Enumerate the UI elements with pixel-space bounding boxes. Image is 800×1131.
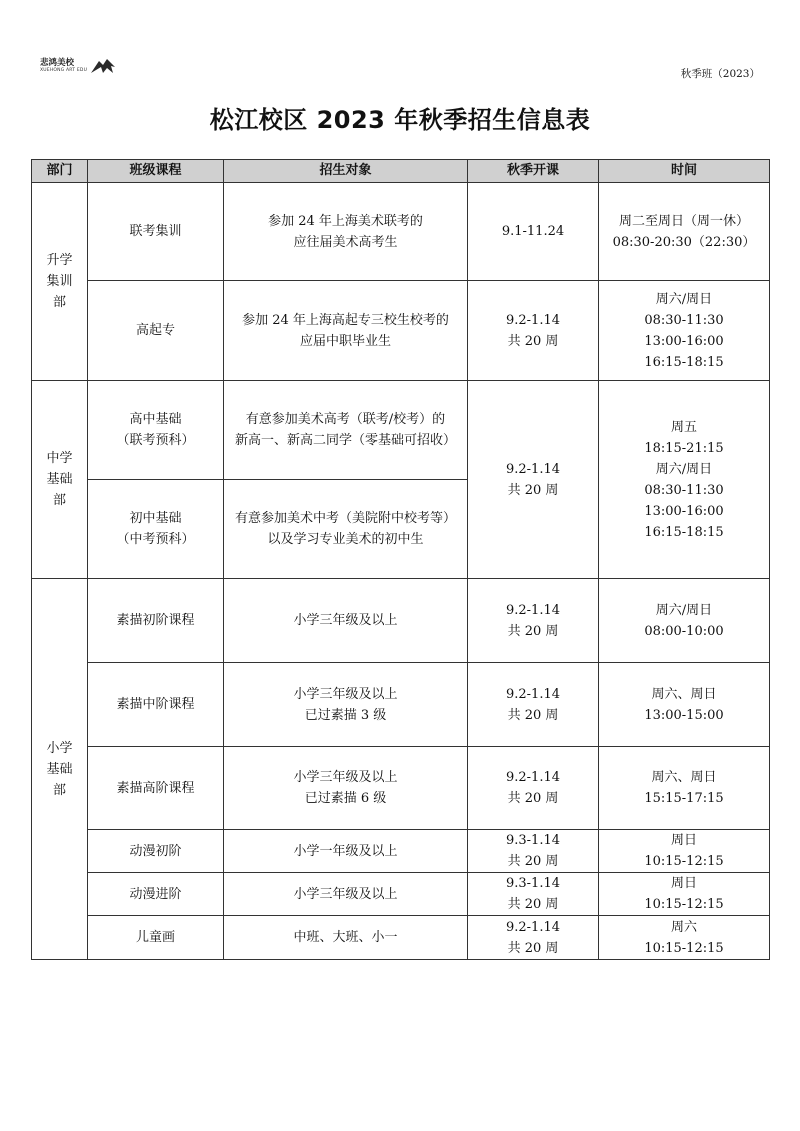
table-row bbox=[32, 579, 770, 663]
target-cell: 有意参加美术高考（联考/校考）的 新高一、新高二同学（零基础可招收） bbox=[224, 381, 468, 480]
table-row bbox=[32, 381, 770, 480]
course-cell: 高起专 bbox=[88, 281, 224, 381]
department-cell: 中学 基础 部 bbox=[32, 381, 88, 579]
term-label: 秋季班（2023） bbox=[680, 68, 760, 80]
course-cell: 动漫初阶 bbox=[88, 830, 224, 873]
table-header-row bbox=[32, 160, 770, 183]
start-cell: 9.2-1.14 共 20 周 bbox=[468, 579, 599, 663]
course-cell: 素描初阶课程 bbox=[88, 579, 224, 663]
start-cell: 9.3-1.14 共 20 周 bbox=[468, 873, 599, 916]
course-cell: 联考集训 bbox=[88, 183, 224, 281]
target-cell: 小学一年级及以上 bbox=[224, 830, 468, 873]
target-cell: 参加 24 年上海美术联考的 应往届美术高考生 bbox=[224, 183, 468, 281]
logo-chinese-name: 悲鸿美校 bbox=[40, 58, 75, 68]
time-cell: 周六/周日 08:00-10:00 bbox=[599, 579, 770, 663]
school-logo bbox=[40, 58, 116, 74]
target-cell: 有意参加美术中考（美院附中校考等） 以及学习专业美术的初中生 bbox=[224, 480, 468, 579]
time-cell: 周六、周日 15:15-17:15 bbox=[599, 747, 770, 830]
table-row bbox=[32, 281, 770, 381]
table-row bbox=[32, 747, 770, 830]
time-cell: 周五 18:15-21:15 周六/周日 08:30-11:30 13:00-16:00 16:15-18:15 bbox=[599, 381, 770, 579]
department-cell: 升学 集训 部 bbox=[32, 183, 88, 381]
start-cell: 9.2-1.14 共 20 周 bbox=[468, 747, 599, 830]
time-cell: 周六/周日 08:30-11:30 13:00-16:00 16:15-18:15 bbox=[599, 281, 770, 381]
start-cell: 9.2-1.14 共 20 周 bbox=[468, 663, 599, 747]
start-cell: 9.2-1.14 共 20 周 bbox=[468, 916, 599, 960]
target-cell: 小学三年级及以上 已过素描 6 级 bbox=[224, 747, 468, 830]
course-cell: 初中基础 （中考预科） bbox=[88, 480, 224, 579]
time-cell: 周六、周日 13:00-15:00 bbox=[599, 663, 770, 747]
header-target: 招生对象 bbox=[224, 160, 468, 183]
course-cell: 高中基础 （联考预科） bbox=[88, 381, 224, 480]
start-cell: 9.1-11.24 bbox=[468, 183, 599, 281]
table-row bbox=[32, 916, 770, 960]
course-cell: 儿童画 bbox=[88, 916, 224, 960]
time-cell: 周日 10:15-12:15 bbox=[599, 830, 770, 873]
target-cell: 小学三年级及以上 已过素描 3 级 bbox=[224, 663, 468, 747]
course-cell: 动漫进阶 bbox=[88, 873, 224, 916]
enrollment-table bbox=[31, 159, 770, 960]
target-cell: 小学三年级及以上 bbox=[224, 873, 468, 916]
time-cell: 周日 10:15-12:15 bbox=[599, 873, 770, 916]
logo-english-name: XUEHONG ART EDU bbox=[40, 68, 88, 73]
start-cell: 9.3-1.14 共 20 周 bbox=[468, 830, 599, 873]
department-cell: 小学 基础 部 bbox=[32, 579, 88, 960]
table-row bbox=[32, 873, 770, 916]
horse-logo-icon bbox=[90, 58, 116, 74]
time-cell: 周二至周日（周一休） 08:30-20:30（22:30） bbox=[599, 183, 770, 281]
header-department: 部门 bbox=[32, 160, 88, 183]
target-cell: 小学三年级及以上 bbox=[224, 579, 468, 663]
time-cell: 周六 10:15-12:15 bbox=[599, 916, 770, 960]
page-title: 松江校区 2023 年秋季招生信息表 bbox=[209, 106, 591, 134]
table-row bbox=[32, 663, 770, 747]
table-row bbox=[32, 183, 770, 281]
header-course: 班级课程 bbox=[88, 160, 224, 183]
table-row bbox=[32, 830, 770, 873]
course-cell: 素描高阶课程 bbox=[88, 747, 224, 830]
course-cell: 素描中阶课程 bbox=[88, 663, 224, 747]
start-cell: 9.2-1.14 共 20 周 bbox=[468, 281, 599, 381]
start-cell: 9.2-1.14 共 20 周 bbox=[468, 381, 599, 579]
target-cell: 参加 24 年上海高起专三校生校考的 应届中职毕业生 bbox=[224, 281, 468, 381]
header-start: 秋季开课 bbox=[468, 160, 599, 183]
header-time: 时间 bbox=[599, 160, 770, 183]
target-cell: 中班、大班、小一 bbox=[224, 916, 468, 960]
